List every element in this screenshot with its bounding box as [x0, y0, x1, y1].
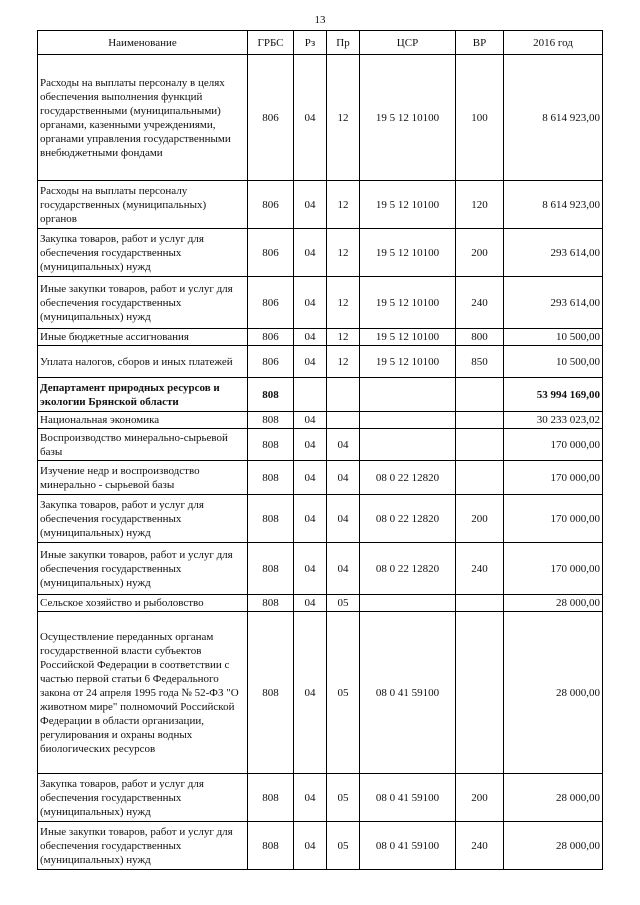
table-row [38, 461, 603, 495]
row-name: Иные закупки товаров, работ и услуг для обеспечения государственных (муниципальных) нужд [38, 277, 248, 329]
row-rz: 04 [294, 346, 327, 378]
row-pr: 12 [327, 181, 360, 229]
row-rz: 04 [294, 181, 327, 229]
table-row [38, 329, 603, 346]
row-pr: 05 [327, 612, 360, 774]
row-rz: 04 [294, 229, 327, 277]
row-grbs: 806 [248, 329, 294, 346]
row-vr: 240 [456, 822, 504, 870]
row-pr [327, 412, 360, 429]
row-name: Закупка товаров, работ и услуг для обеспечения государственных (муниципальных) нужд [38, 229, 248, 277]
row-name: Иные бюджетные ассигнования [38, 329, 248, 346]
row-vr: 240 [456, 543, 504, 595]
row-amount: 8 614 923,00 [504, 55, 603, 181]
row-grbs: 808 [248, 822, 294, 870]
row-vr [456, 461, 504, 495]
row-grbs: 808 [248, 461, 294, 495]
row-rz: 04 [294, 774, 327, 822]
row-grbs: 808 [248, 543, 294, 595]
table-row [38, 543, 603, 595]
row-grbs: 806 [248, 346, 294, 378]
row-vr: 100 [456, 55, 504, 181]
header-pr: Пр [327, 31, 360, 55]
row-pr: 04 [327, 495, 360, 543]
row-csr: 19 5 12 10100 [360, 55, 456, 181]
row-name: Осуществление переданных органам государственной власти субъектов Российской Федерации в соответствии с частью первой статьи 6 Федерального закона от 24 апреля 1995 года № 52-ФЗ "О животном мире" полномочий Российской Федерации в области организации, регулирования и охраны водных биологических ресурсов [38, 612, 248, 774]
row-csr: 08 0 22 12820 [360, 461, 456, 495]
table-row [38, 346, 603, 378]
row-pr: 12 [327, 329, 360, 346]
row-grbs: 808 [248, 595, 294, 612]
row-rz: 04 [294, 429, 327, 461]
row-name: Национальная экономика [38, 412, 248, 429]
row-vr: 850 [456, 346, 504, 378]
row-csr: 08 0 22 12820 [360, 543, 456, 595]
row-rz: 04 [294, 595, 327, 612]
row-pr: 05 [327, 774, 360, 822]
table-row [38, 612, 603, 774]
row-name: Иные закупки товаров, работ и услуг для обеспечения государственных (муниципальных) нужд [38, 543, 248, 595]
row-vr: 200 [456, 774, 504, 822]
row-vr [456, 412, 504, 429]
row-amount: 28 000,00 [504, 595, 603, 612]
row-vr [456, 595, 504, 612]
row-vr [456, 378, 504, 412]
row-csr: 19 5 12 10100 [360, 329, 456, 346]
row-pr: 04 [327, 429, 360, 461]
row-rz [294, 378, 327, 412]
row-amount: 30 233 023,02 [504, 412, 603, 429]
row-grbs: 808 [248, 412, 294, 429]
row-name: Закупка товаров, работ и услуг для обеспечения государственных (муниципальных) нужд [38, 495, 248, 543]
table-row [38, 595, 603, 612]
row-grbs: 806 [248, 229, 294, 277]
row-rz: 04 [294, 543, 327, 595]
row-rz: 04 [294, 412, 327, 429]
table-row [38, 229, 603, 277]
row-csr [360, 378, 456, 412]
row-csr [360, 429, 456, 461]
row-csr: 08 0 22 12820 [360, 495, 456, 543]
row-vr: 120 [456, 181, 504, 229]
header-vr: ВР [456, 31, 504, 55]
row-amount: 28 000,00 [504, 612, 603, 774]
row-name: Закупка товаров, работ и услуг для обеспечения государственных (муниципальных) нужд [38, 774, 248, 822]
row-csr: 08 0 41 59100 [360, 612, 456, 774]
row-amount: 170 000,00 [504, 461, 603, 495]
row-name: Уплата налогов, сборов и иных платежей [38, 346, 248, 378]
header-csr: ЦСР [360, 31, 456, 55]
row-rz: 04 [294, 461, 327, 495]
row-rz: 04 [294, 612, 327, 774]
row-name: Расходы на выплаты персоналу в целях обеспечения выполнения функций государственными (муниципальными) органами, казенными учреждениями, органами управления государственными внебюджетными фондами [38, 55, 248, 181]
row-grbs: 806 [248, 181, 294, 229]
row-name: Воспроизводство минерально-сырьевой базы [38, 429, 248, 461]
row-name: Расходы на выплаты персоналу государственных (муниципальных) органов [38, 181, 248, 229]
row-rz: 04 [294, 495, 327, 543]
row-grbs: 808 [248, 774, 294, 822]
table-row [38, 495, 603, 543]
row-amount: 293 614,00 [504, 229, 603, 277]
row-name: Иные закупки товаров, работ и услуг для обеспечения государственных (муниципальных) нужд [38, 822, 248, 870]
row-csr: 08 0 41 59100 [360, 774, 456, 822]
row-grbs: 806 [248, 277, 294, 329]
table-row [38, 429, 603, 461]
row-pr: 12 [327, 346, 360, 378]
header-rz: Рз [294, 31, 327, 55]
row-grbs: 808 [248, 612, 294, 774]
table-row-department [38, 378, 603, 412]
row-vr [456, 612, 504, 774]
header-name: Наименование [38, 31, 248, 55]
row-csr: 19 5 12 10100 [360, 181, 456, 229]
row-pr: 12 [327, 55, 360, 181]
row-amount: 8 614 923,00 [504, 181, 603, 229]
row-amount: 28 000,00 [504, 774, 603, 822]
row-vr [456, 429, 504, 461]
header-year: 2016 год [504, 31, 603, 55]
row-name: Изучение недр и воспроизводство минерально - сырьевой базы [38, 461, 248, 495]
row-rz: 04 [294, 329, 327, 346]
row-pr: 12 [327, 277, 360, 329]
row-amount: 53 994 169,00 [504, 378, 603, 412]
table-row [38, 412, 603, 429]
row-csr: 19 5 12 10100 [360, 277, 456, 329]
header-grbs: ГРБС [248, 31, 294, 55]
row-amount: 10 500,00 [504, 346, 603, 378]
row-vr: 200 [456, 229, 504, 277]
table-row [38, 277, 603, 329]
row-vr: 200 [456, 495, 504, 543]
row-grbs: 806 [248, 55, 294, 181]
row-pr: 04 [327, 543, 360, 595]
row-csr: 19 5 12 10100 [360, 346, 456, 378]
table-row [38, 181, 603, 229]
row-csr [360, 595, 456, 612]
row-pr [327, 378, 360, 412]
row-name: Департамент природных ресурсов и экологии Брянской области [38, 378, 248, 412]
row-csr [360, 412, 456, 429]
page-number: 13 [314, 14, 326, 26]
table-row [38, 774, 603, 822]
row-grbs: 808 [248, 429, 294, 461]
row-amount: 170 000,00 [504, 429, 603, 461]
row-amount: 170 000,00 [504, 543, 603, 595]
row-name: Сельское хозяйство и рыболовство [38, 595, 248, 612]
row-amount: 10 500,00 [504, 329, 603, 346]
row-csr: 08 0 41 59100 [360, 822, 456, 870]
row-grbs: 808 [248, 378, 294, 412]
row-rz: 04 [294, 55, 327, 181]
table-header-row [38, 31, 603, 55]
row-rz: 04 [294, 277, 327, 329]
row-amount: 28 000,00 [504, 822, 603, 870]
table-row [38, 55, 603, 181]
row-amount: 293 614,00 [504, 277, 603, 329]
row-csr: 19 5 12 10100 [360, 229, 456, 277]
row-amount: 170 000,00 [504, 495, 603, 543]
row-grbs: 808 [248, 495, 294, 543]
row-vr: 240 [456, 277, 504, 329]
row-pr: 04 [327, 461, 360, 495]
table-row [38, 822, 603, 870]
budget-table [37, 30, 603, 870]
row-pr: 05 [327, 822, 360, 870]
row-pr: 12 [327, 229, 360, 277]
row-rz: 04 [294, 822, 327, 870]
row-vr: 800 [456, 329, 504, 346]
row-pr: 05 [327, 595, 360, 612]
